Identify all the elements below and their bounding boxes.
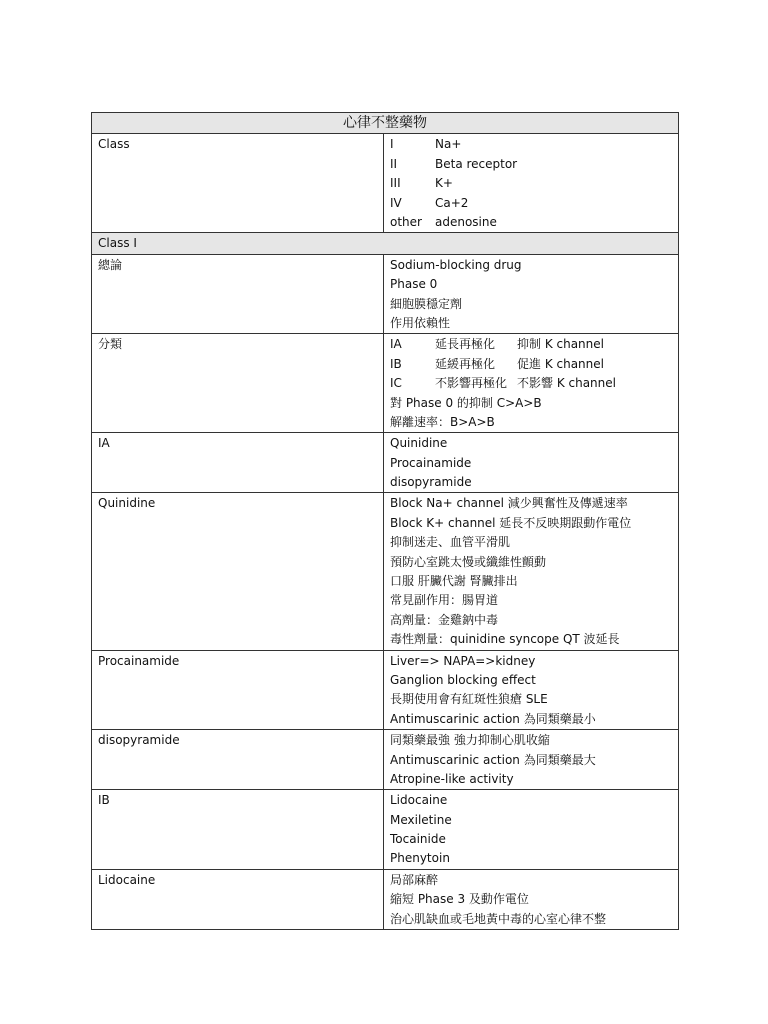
overview-content xyxy=(384,254,679,334)
table-row xyxy=(92,790,679,870)
content-line: 治心肌缺血或毛地黃中毒的心室心律不整 xyxy=(390,911,607,926)
subclass-effect: 不影響再極化 xyxy=(435,376,508,391)
content-line: disopyramide xyxy=(390,475,472,490)
table-row xyxy=(92,334,679,433)
class-number: II xyxy=(390,156,398,171)
content-line: Liver=> NAPA=>kidney xyxy=(390,653,536,668)
subclass-effect: 延緩再極化 xyxy=(435,356,496,371)
subclass-name: IB xyxy=(390,356,402,371)
row-label-class: Class xyxy=(92,134,384,233)
class-number: other xyxy=(390,214,422,229)
procainamide-content xyxy=(384,650,679,730)
subclass-channel: 不影響 K channel xyxy=(517,376,616,391)
table-row xyxy=(92,869,679,929)
content-line: Procainamide xyxy=(390,455,472,470)
antiarrhythmic-drug-table xyxy=(91,112,679,930)
class-target: Ca+2 xyxy=(435,195,469,210)
row-label-ib: IB xyxy=(92,790,384,870)
row-label-lidocaine: Lidocaine xyxy=(92,869,384,929)
content-line: Antimuscarinic action 為同類藥最大 xyxy=(390,752,596,767)
class-target: adenosine xyxy=(435,214,497,229)
lidocaine-content xyxy=(384,869,679,929)
class-number: III xyxy=(390,176,401,191)
table-row xyxy=(92,493,679,650)
row-label-overview: 總論 xyxy=(92,254,384,334)
table-row xyxy=(92,134,679,233)
row-label-disopyramide: disopyramide xyxy=(92,730,384,790)
content-line: Block K+ channel 延長不反映期跟動作電位 xyxy=(390,515,632,530)
class-item xyxy=(390,155,672,174)
row-label-quinidine: Quinidine xyxy=(92,493,384,650)
class-item xyxy=(390,135,672,154)
content-line: Quinidine xyxy=(390,436,448,451)
content-line: 長期使用會有紅斑性狼瘡 SLE xyxy=(390,692,548,707)
class-list xyxy=(384,134,679,233)
content-line: Tocainide xyxy=(390,832,446,847)
subclass-name: IA xyxy=(390,337,402,352)
title-row xyxy=(92,113,679,134)
table-row xyxy=(92,650,679,730)
content-line: 局部麻醉 xyxy=(390,872,439,887)
content-line: 縮短 Phase 3 及動作電位 xyxy=(390,892,529,907)
table-title: 心律不整藥物 xyxy=(92,113,679,134)
content-line: 口服 肝臟代謝 腎臟排出 xyxy=(390,574,518,589)
class-number: I xyxy=(390,137,394,152)
content-line: 高劑量：金雞鈉中毒 xyxy=(390,612,499,627)
subclass-effect: 延長再極化 xyxy=(435,337,496,352)
content-line: Lidocaine xyxy=(390,793,448,808)
content-line: Sodium-blocking drug xyxy=(390,257,522,272)
content-line: 解離速率：B>A>B xyxy=(390,414,495,429)
subclass-line xyxy=(390,374,672,393)
subclass-channel: 抑制 K channel xyxy=(517,337,604,352)
subclass-line xyxy=(390,335,672,354)
section-row xyxy=(92,233,679,254)
content-line: 抑制迷走、血管平滑肌 xyxy=(390,535,511,550)
row-label-procainamide: Procainamide xyxy=(92,650,384,730)
row-label-ia: IA xyxy=(92,433,384,493)
subclass-channel: 促進 K channel xyxy=(517,356,604,371)
content-line: Phase 0 xyxy=(390,277,438,292)
class-item xyxy=(390,213,672,232)
content-line: 細胞膜穩定劑 xyxy=(390,296,463,311)
section-heading-class-i: Class I xyxy=(92,233,679,254)
content-line: Antimuscarinic action 為同類藥最小 xyxy=(390,711,596,726)
content-line: 同類藥最強 強力抑制心肌收縮 xyxy=(390,733,550,748)
class-target: K+ xyxy=(435,176,453,191)
content-line: Phenytoin xyxy=(390,851,450,866)
class-number: IV xyxy=(390,195,402,210)
content-line: 常見副作用：腸胃道 xyxy=(390,593,499,608)
quinidine-content xyxy=(384,493,679,650)
class-target: Na+ xyxy=(435,137,462,152)
disopyramide-content xyxy=(384,730,679,790)
content-line: 毒性劑量：quinidine syncope QT 波延長 xyxy=(390,632,620,647)
content-line: Block Na+ channel 減少興奮性及傳遞速率 xyxy=(390,496,628,511)
subclass-name: IC xyxy=(390,376,402,391)
content-line: Ganglion blocking effect xyxy=(390,672,536,687)
table-row xyxy=(92,730,679,790)
table-row xyxy=(92,433,679,493)
content-line: 預防心室跳太慢或纖維性顫動 xyxy=(390,554,547,569)
content-line: Mexiletine xyxy=(390,812,452,827)
class-target: Beta receptor xyxy=(435,156,518,171)
content-line: Atropine-like activity xyxy=(390,771,514,786)
content-line: 對 Phase 0 的抑制 C>A>B xyxy=(390,395,542,410)
subclass-line xyxy=(390,355,672,374)
classification-content xyxy=(384,334,679,433)
class-item xyxy=(390,174,672,193)
class-item xyxy=(390,194,672,213)
row-label-classification: 分類 xyxy=(92,334,384,433)
content-line: 作用依賴性 xyxy=(390,315,451,330)
table-row xyxy=(92,254,679,334)
ia-content xyxy=(384,433,679,493)
ib-content xyxy=(384,790,679,870)
